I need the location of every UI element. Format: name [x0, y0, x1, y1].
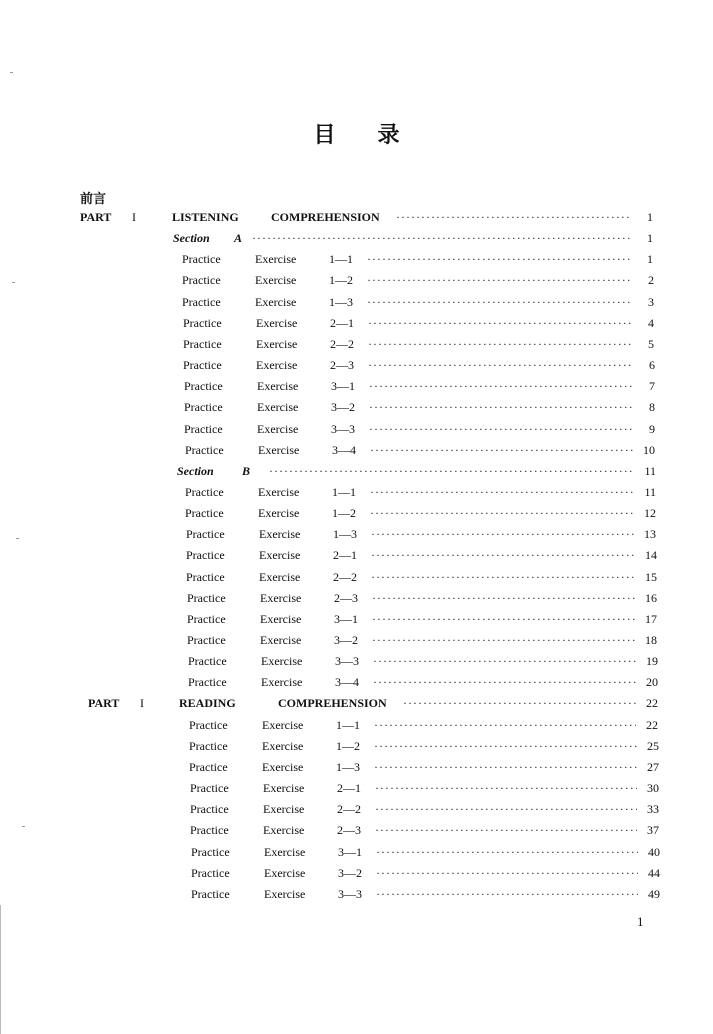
part-number: I — [140, 696, 144, 710]
toc-entry-row — [0, 250, 713, 268]
entry-practice: Practice — [183, 316, 222, 330]
dot-leader — [252, 229, 631, 247]
entry-practice: Practice — [183, 337, 222, 351]
entry-practice: Practice — [187, 591, 226, 605]
dot-leader — [368, 314, 632, 332]
entry-page-number: 4 — [648, 316, 654, 330]
dot-leader — [373, 652, 636, 670]
dot-leader — [369, 398, 633, 416]
entry-practice: Practice — [182, 252, 221, 266]
preface-heading: 前言 — [80, 191, 107, 206]
entry-code: 1—3 — [329, 295, 353, 309]
entry-code: 1—2 — [336, 739, 360, 753]
dot-leader — [396, 208, 631, 226]
dot-leader — [376, 843, 638, 861]
toc-entry-row — [0, 610, 713, 628]
entry-practice: Practice — [185, 506, 224, 520]
entry-page-number: 17 — [645, 612, 657, 626]
entry-code: 2—1 — [337, 781, 361, 795]
entry-practice: Practice — [186, 527, 225, 541]
entry-page-number: 33 — [647, 802, 659, 816]
entry-page-number: 9 — [649, 422, 655, 436]
entry-page-number: 2 — [648, 273, 654, 287]
toc-entry-row — [0, 483, 713, 501]
entry-exercise: Exercise — [263, 781, 305, 795]
entry-exercise: Exercise — [258, 506, 300, 520]
toc-entry-row — [0, 398, 713, 416]
entry-page-number: 19 — [646, 654, 658, 668]
page-title — [0, 118, 713, 149]
dot-leader — [375, 800, 637, 818]
toc-entry-row — [0, 737, 713, 755]
entry-page-number: 37 — [647, 823, 659, 837]
entry-code: 3—1 — [331, 379, 355, 393]
entry-exercise: Exercise — [264, 887, 306, 901]
entry-code: 2—2 — [337, 802, 361, 816]
part-subtitle: COMPREHENSION — [271, 210, 380, 224]
entry-code: 1—2 — [332, 506, 356, 520]
toc-entry-row — [0, 441, 713, 459]
dot-leader — [372, 631, 635, 649]
dot-leader — [375, 821, 637, 839]
entry-exercise: Exercise — [263, 823, 305, 837]
entry-code: 3—2 — [334, 633, 358, 647]
entry-practice: Practice — [186, 570, 225, 584]
entry-code: 3—2 — [331, 400, 355, 414]
dot-leader — [376, 885, 638, 903]
entry-page-number: 49 — [648, 887, 660, 901]
entry-exercise: Exercise — [264, 866, 306, 880]
entry-page-number: 30 — [647, 781, 659, 795]
toc-entry-row — [0, 589, 713, 607]
entry-page-number: 16 — [645, 591, 657, 605]
toc-entry-row — [0, 271, 713, 289]
dot-leader — [375, 779, 637, 797]
part-title: READING — [179, 696, 236, 710]
toc-part-row — [0, 694, 713, 712]
part-number: I — [132, 210, 136, 224]
dot-leader — [403, 694, 636, 712]
entry-practice: Practice — [184, 379, 223, 393]
entry-exercise: Exercise — [258, 443, 300, 457]
entry-exercise: Exercise — [255, 252, 297, 266]
entry-code: 3—3 — [331, 422, 355, 436]
dot-leader — [269, 462, 634, 480]
entry-page-number: 1 — [647, 210, 653, 224]
entry-code: 2—2 — [333, 570, 357, 584]
entry-practice: Practice — [189, 739, 228, 753]
entry-practice: Practice — [190, 823, 229, 837]
entry-exercise: Exercise — [259, 527, 301, 541]
dot-leader — [371, 568, 635, 586]
toc-entry-row — [0, 293, 713, 311]
entry-exercise: Exercise — [255, 273, 297, 287]
toc-entry-row — [0, 843, 713, 861]
entry-page-number: 22 — [646, 718, 658, 732]
entry-page-number: 15 — [645, 570, 657, 584]
entry-exercise: Exercise — [260, 612, 302, 626]
entry-practice: Practice — [182, 273, 221, 287]
entry-practice: Practice — [188, 675, 227, 689]
dot-leader — [367, 250, 631, 268]
title-char-2: 录 — [377, 122, 400, 147]
entry-code: 3—1 — [334, 612, 358, 626]
entry-page-number: 20 — [646, 675, 658, 689]
entry-exercise: Exercise — [258, 485, 300, 499]
entry-page-number: 44 — [648, 866, 660, 880]
toc-entry-row — [0, 758, 713, 776]
entry-practice: Practice — [190, 781, 229, 795]
entry-exercise: Exercise — [257, 422, 299, 436]
scan-speck — [12, 282, 15, 283]
entry-practice: Practice — [191, 845, 230, 859]
dot-leader — [371, 546, 635, 564]
dot-leader — [372, 589, 635, 607]
entry-code: 2—3 — [330, 358, 354, 372]
entry-exercise: Exercise — [256, 358, 298, 372]
title-char-1: 目 — [313, 122, 336, 147]
entry-code: 2—1 — [333, 548, 357, 562]
scan-speck — [10, 72, 13, 73]
toc-entry-row — [0, 821, 713, 839]
dot-leader — [368, 356, 633, 374]
entry-page-number: 12 — [644, 506, 656, 520]
entry-page-number: 11 — [644, 485, 656, 499]
part-label: PART — [88, 696, 120, 710]
toc-entry-row — [0, 377, 713, 395]
entry-code: 2—1 — [330, 316, 354, 330]
dot-leader — [370, 483, 634, 501]
entry-exercise: Exercise — [262, 718, 304, 732]
entry-page-number: 11 — [644, 464, 656, 478]
part-title: LISTENING — [172, 210, 239, 224]
entry-code: 1—1 — [329, 252, 353, 266]
entry-exercise: Exercise — [263, 802, 305, 816]
toc-section-row — [0, 462, 713, 480]
toc-entry-row — [0, 631, 713, 649]
toc-entry-row — [0, 864, 713, 882]
dot-leader — [374, 737, 637, 755]
part-subtitle: COMPREHENSION — [278, 696, 387, 710]
entry-practice: Practice — [191, 887, 230, 901]
toc-entry-row — [0, 356, 713, 374]
toc-entry-row — [0, 716, 713, 734]
toc-entry-row — [0, 504, 713, 522]
entry-practice: Practice — [184, 422, 223, 436]
entry-practice: Practice — [186, 548, 225, 562]
entry-page-number: 7 — [649, 379, 655, 393]
toc-entry-row — [0, 885, 713, 903]
dot-leader — [368, 335, 632, 353]
dot-leader — [373, 673, 636, 691]
dot-leader — [374, 758, 637, 776]
entry-exercise: Exercise — [261, 675, 303, 689]
page-number: 1 — [637, 914, 644, 929]
entry-page-number: 18 — [645, 633, 657, 647]
entry-exercise: Exercise — [262, 760, 304, 774]
entry-page-number: 10 — [643, 443, 655, 457]
entry-page-number: 40 — [648, 845, 660, 859]
toc-entry-row — [0, 546, 713, 564]
toc-entry-row — [0, 652, 713, 670]
entry-exercise: Exercise — [255, 295, 297, 309]
entry-page-number: 13 — [644, 527, 656, 541]
entry-exercise: Exercise — [260, 591, 302, 605]
toc-entry-row — [0, 673, 713, 691]
toc-entry-row — [0, 420, 713, 438]
entry-code: 3—4 — [335, 675, 359, 689]
entry-practice: Practice — [191, 866, 230, 880]
dot-leader — [370, 504, 634, 522]
entry-page-number: 25 — [647, 739, 659, 753]
dot-leader — [370, 441, 633, 459]
entry-page-number: 3 — [648, 295, 654, 309]
entry-practice: Practice — [184, 400, 223, 414]
entry-page-number: 5 — [648, 337, 654, 351]
toc-entry-row — [0, 335, 713, 353]
entry-practice: Practice — [183, 358, 222, 372]
dot-leader — [376, 864, 638, 882]
entry-practice: Practice — [182, 295, 221, 309]
entry-exercise: Exercise — [262, 739, 304, 753]
toc-section-row — [0, 229, 713, 247]
entry-page-number: 1 — [647, 252, 653, 266]
scan-speck — [22, 826, 25, 827]
entry-exercise: Exercise — [259, 548, 301, 562]
entry-practice: Practice — [189, 718, 228, 732]
scan-speck — [16, 538, 19, 539]
entry-code: 1—1 — [332, 485, 356, 499]
dot-leader — [371, 525, 634, 543]
entry-code: 3—1 — [338, 845, 362, 859]
dot-leader — [367, 271, 632, 289]
dot-leader — [369, 420, 633, 438]
toc-entry-row — [0, 314, 713, 332]
entry-code: 3—3 — [338, 887, 362, 901]
entry-practice: Practice — [189, 760, 228, 774]
entry-code: 1—2 — [329, 273, 353, 287]
section-label: Section — [177, 464, 214, 478]
entry-practice: Practice — [187, 633, 226, 647]
entry-code: 2—2 — [330, 337, 354, 351]
entry-exercise: Exercise — [264, 845, 306, 859]
section-letter: A — [234, 231, 243, 245]
entry-page-number: 6 — [649, 358, 655, 372]
scan-edge — [0, 905, 1, 1034]
entry-code: 1—3 — [336, 760, 360, 774]
entry-practice: Practice — [185, 485, 224, 499]
part-label: PART — [80, 210, 112, 224]
entry-exercise: Exercise — [256, 316, 298, 330]
entry-page-number: 22 — [646, 696, 658, 710]
toc-entry-row — [0, 525, 713, 543]
entry-practice: Practice — [187, 612, 226, 626]
dot-leader — [372, 610, 635, 628]
dot-leader — [369, 377, 633, 395]
toc-entry-row — [0, 568, 713, 586]
entry-page-number: 1 — [647, 231, 653, 245]
toc-entry-row — [0, 779, 713, 797]
entry-code: 2—3 — [337, 823, 361, 837]
entry-practice: Practice — [188, 654, 227, 668]
entry-code: 1—1 — [336, 718, 360, 732]
entry-practice: Practice — [185, 443, 224, 457]
entry-code: 3—3 — [335, 654, 359, 668]
entry-practice: Practice — [190, 802, 229, 816]
entry-exercise: Exercise — [257, 379, 299, 393]
dot-leader — [367, 293, 632, 311]
entry-exercise: Exercise — [257, 400, 299, 414]
toc-part-row — [0, 208, 713, 226]
entry-page-number: 14 — [645, 548, 657, 562]
entry-exercise: Exercise — [261, 654, 303, 668]
entry-exercise: Exercise — [256, 337, 298, 351]
entry-page-number: 27 — [647, 760, 659, 774]
section-letter: B — [242, 464, 251, 478]
dot-leader — [374, 716, 636, 734]
section-label: Section — [173, 231, 210, 245]
entry-page-number: 8 — [649, 400, 655, 414]
entry-exercise: Exercise — [259, 570, 301, 584]
entry-code: 2—3 — [334, 591, 358, 605]
toc-entry-row — [0, 800, 713, 818]
entry-code: 3—2 — [338, 866, 362, 880]
entry-exercise: Exercise — [260, 633, 302, 647]
entry-code: 1—3 — [333, 527, 357, 541]
entry-code: 3—4 — [332, 443, 356, 457]
